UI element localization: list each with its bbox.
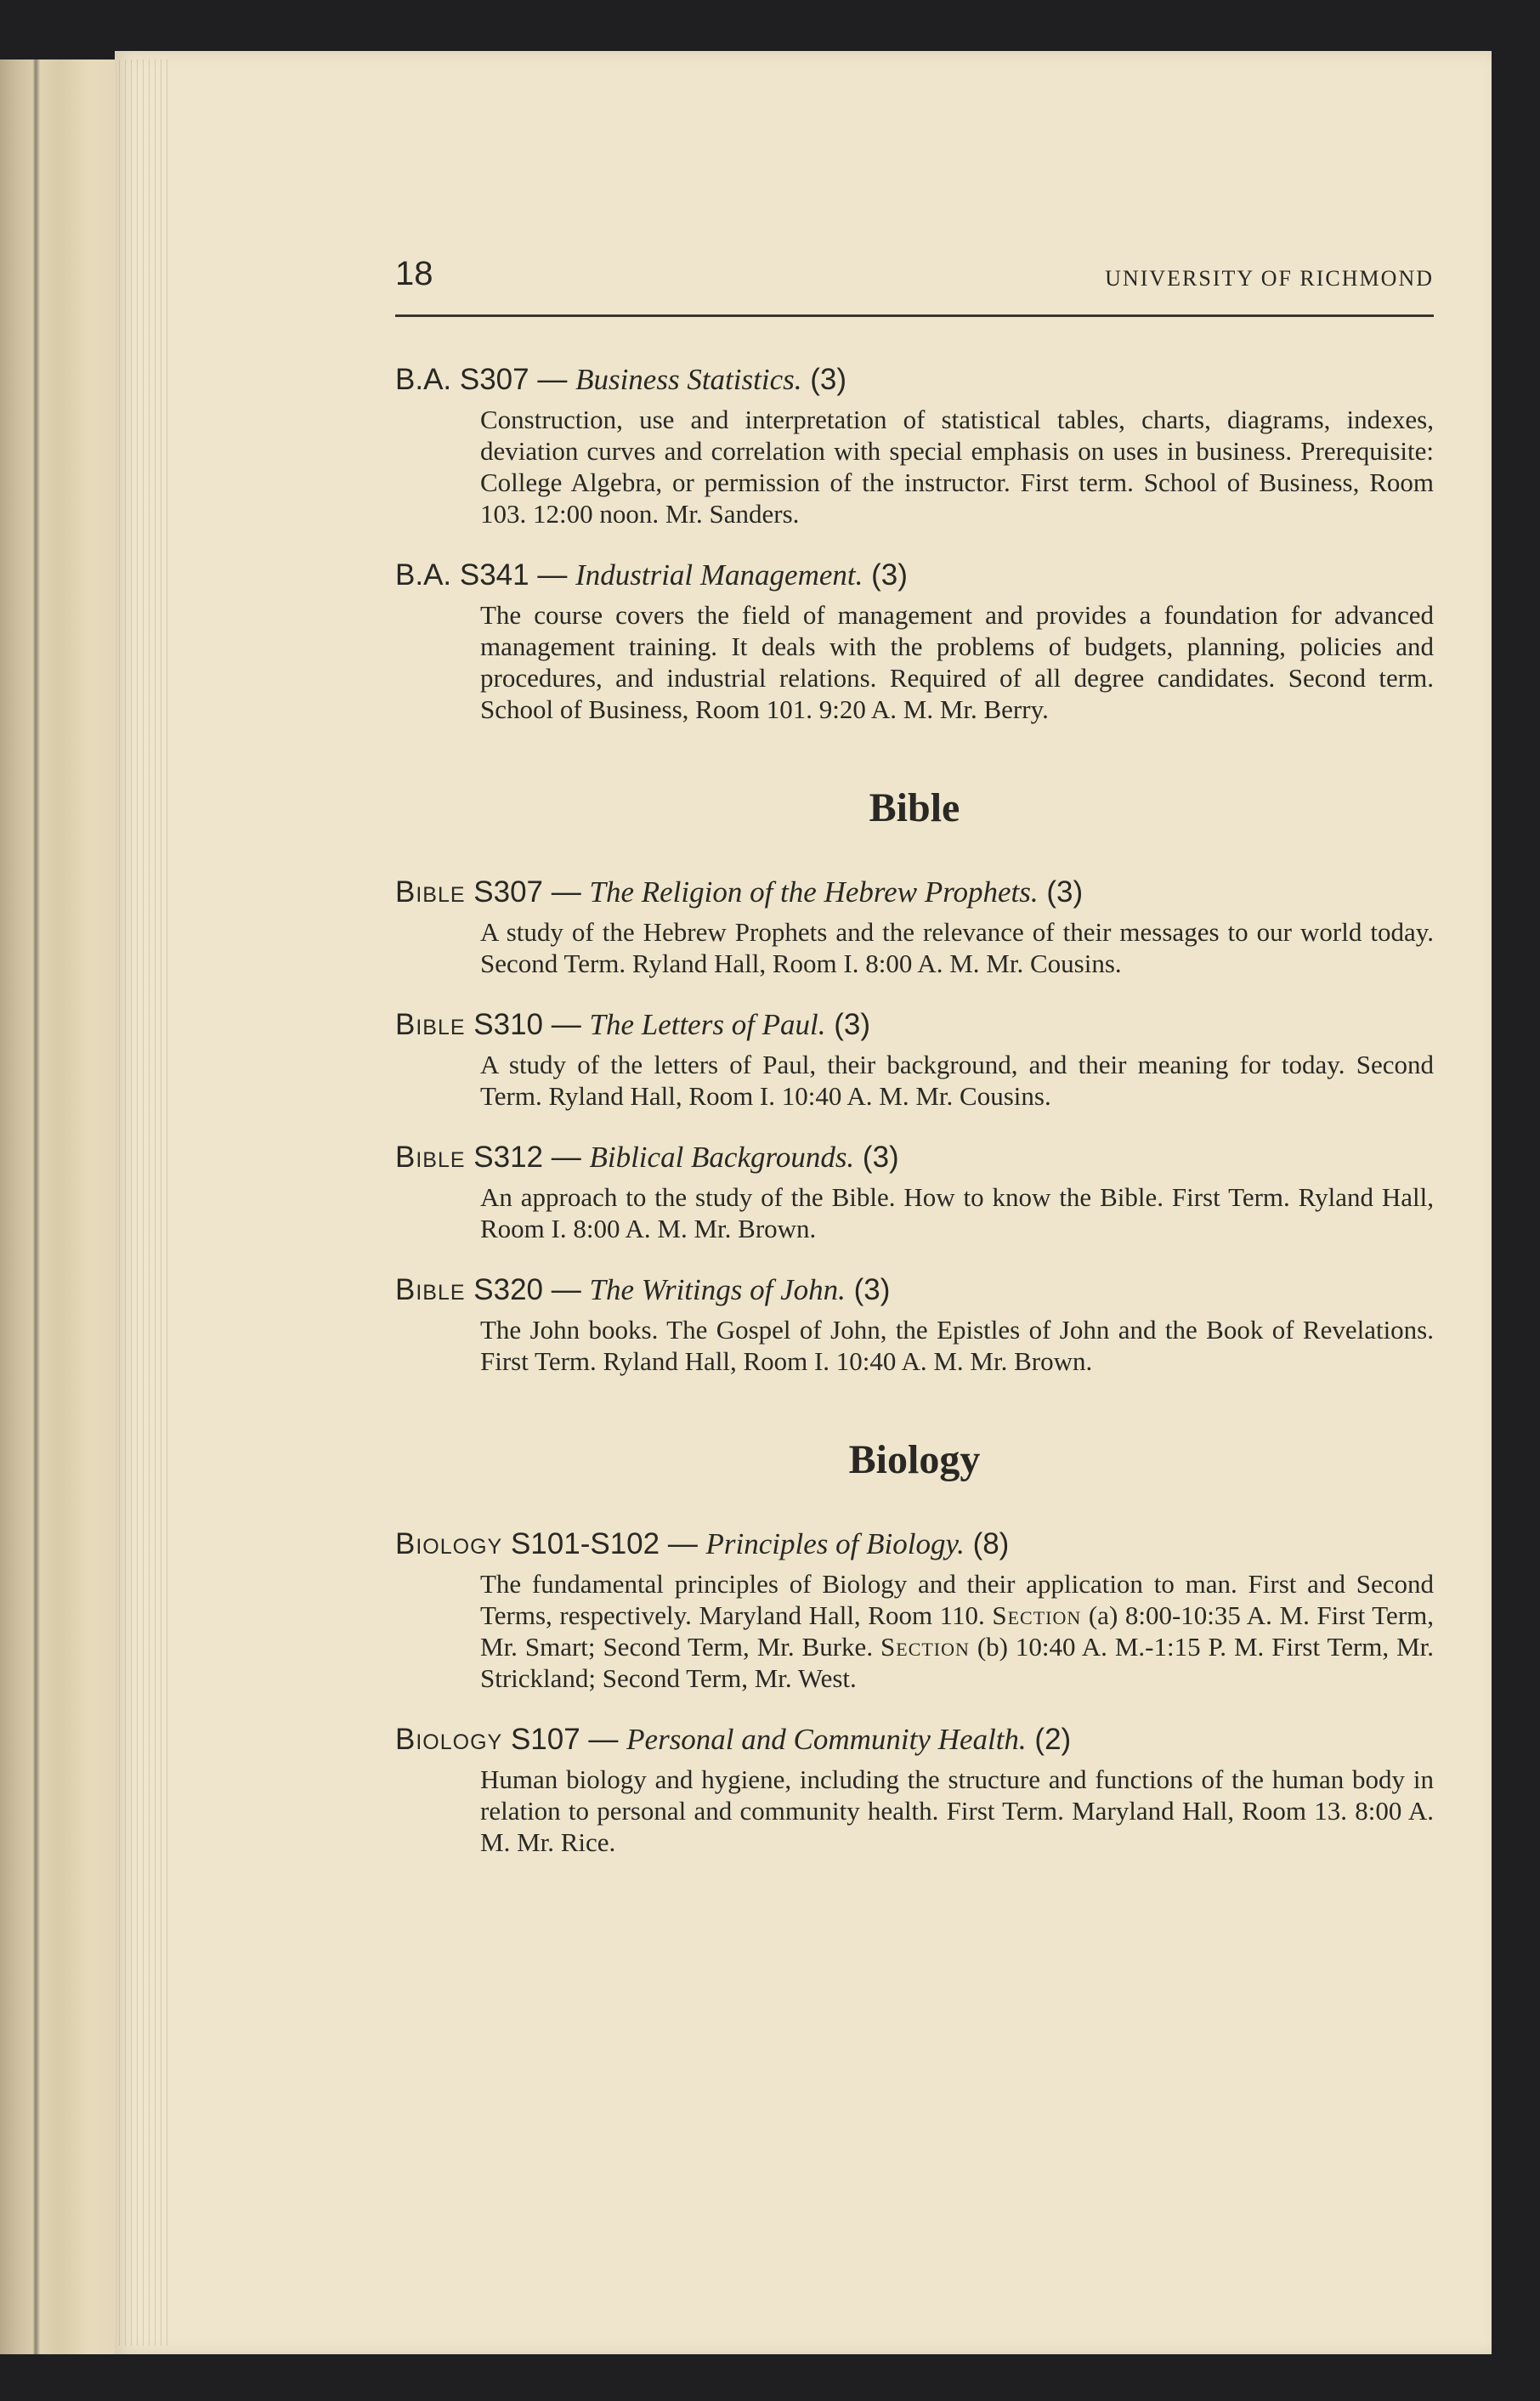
course-description: Construction, use and interpretation of statistical tables, charts, diagrams, indexes, deviation curves and correlation with special emphasis on uses in business. Prerequisite: College Algebra, or permission of the instructor. First term. School of Business, Room 103. 12:00 noon. Mr. Sanders. [480, 405, 1434, 529]
course-credits: (3) [1046, 875, 1084, 909]
running-head: UNIVERSITY OF RICHMOND [1105, 266, 1434, 291]
course-name: Biblical Backgrounds. [589, 1141, 855, 1174]
header-rule [395, 314, 1434, 317]
course-code: S101-S102 [510, 1527, 660, 1560]
course-credits: (2) [1034, 1723, 1072, 1756]
course-title: Bible S320 — The Writings of John. (3) [395, 1273, 891, 1306]
course-name: Principles of Biology. [705, 1527, 965, 1560]
course-dept: Bible [395, 1273, 466, 1306]
section-heading-biology: Biology [848, 1437, 981, 1482]
course-credits: (3) [834, 1008, 871, 1041]
course-code: S307 [459, 363, 529, 396]
course-entry-bible-s312 [395, 1139, 1434, 1244]
course-code: S341 [459, 558, 529, 592]
course-title: B.A. S307 — Business Statistics. (3) [395, 363, 846, 396]
course-title: Bible S312 — Biblical Backgrounds. (3) [395, 1141, 899, 1174]
course-name: The Letters of Paul. [589, 1008, 826, 1041]
course-dept: B.A. [395, 558, 452, 592]
course-description: A study of the Hebrew Prophets and the relevance of their messages to our world today. Second Term. Ryland Hall, Room I. 8:00 A. M. Mr. Cousins. [480, 917, 1434, 978]
course-name: The Religion of the Hebrew Prophets. [589, 875, 1039, 909]
course-entry-biology-s101-s102 [395, 1526, 1434, 1694]
course-entry-bible-s320 [395, 1271, 1434, 1377]
course-code: S320 [473, 1273, 544, 1306]
course-name: Business Statistics. [575, 363, 802, 396]
course-dept: Bible [395, 1141, 466, 1174]
page-edge-lines [119, 59, 170, 2346]
course-dept: Biology [395, 1527, 503, 1560]
course-name: Personal and Community Health. [626, 1723, 1027, 1756]
course-entry-ba-s307 [395, 361, 1434, 529]
running-header [395, 255, 1434, 306]
course-credits: (3) [871, 558, 908, 592]
course-description: The John books. The Gospel of John, the Epistles of John and the Book of Revelations. First Term. Ryland Hall, Room I. 10:40 A. M. Mr. Brown. [480, 1315, 1434, 1376]
section-label-a: Section [992, 1600, 1082, 1630]
page-number: 18 [395, 255, 433, 292]
course-title: Bible S307 — The Religion of the Hebrew Prophets. (3) [395, 875, 1084, 909]
course-code: S310 [473, 1008, 544, 1041]
course-description [480, 1568, 1434, 1694]
course-code: S307 [473, 875, 544, 909]
course-credits: (3) [853, 1273, 891, 1306]
course-dept: Bible [395, 875, 466, 909]
course-title: B.A. S341 — Industrial Management. (3) [395, 558, 908, 592]
course-code: S312 [473, 1141, 544, 1174]
course-entry-bible-s307 [395, 874, 1434, 979]
course-credits: (3) [862, 1141, 899, 1174]
course-description-intro: The fundamental principles of Biology and their application to man. First and Second Terms, respectively. Maryland Hall, Room 110. [480, 1569, 1434, 1630]
course-description: Human biology and hygiene, including the structure and functions of the human body in relation to personal and community health. First Term. Maryland Hall, Room 13. 8:00 A. M. Mr. Rice. [480, 1764, 1434, 1857]
section-a-detail: (a) 8:00-10:35 A. M. First Term, Mr. Smart; Second Term, Mr. Burke. [480, 1600, 1435, 1662]
section-b-detail: (b) 10:40 A. M.-1:15 P. M. First Term, Mr. Strickland; Second Term, Mr. West. [480, 1632, 1435, 1693]
section-heading-bible: Bible [869, 785, 960, 830]
course-credits: (3) [810, 363, 846, 396]
course-entry-biology-s107 [395, 1721, 1434, 1858]
course-code: S107 [510, 1723, 580, 1756]
course-entry-bible-s310 [395, 1006, 1434, 1112]
course-dept: Bible [395, 1008, 466, 1041]
course-name: The Writings of John. [589, 1273, 846, 1306]
course-name: Industrial Management. [575, 558, 863, 592]
course-description: The course covers the field of management and provides a foundation for advanced management training. It deals with the problems of budgets, planning, policies and procedures, and industrial relations. Required of all degree candidates. Second term. School of Business, Room 101. 9:20 A. M. Mr. Berry. [480, 600, 1434, 724]
course-dept: B.A. [395, 363, 452, 396]
course-title: Biology S101-S102 — Principles of Biology. (8) [395, 1527, 1010, 1560]
course-description: A study of the letters of Paul, their background, and their meaning for today. Second Term. Ryland Hall, Room I. 10:40 A. M. Mr. Cousins. [480, 1050, 1434, 1111]
course-dept: Biology [395, 1723, 503, 1756]
course-credits: (8) [972, 1527, 1010, 1560]
course-title: Biology S107 — Personal and Community Health. (2) [395, 1723, 1072, 1756]
course-description: An approach to the study of the Bible. How to know the Bible. First Term. Ryland Hall, Room I. 8:00 A. M. Mr. Brown. [480, 1182, 1434, 1243]
course-listing [395, 361, 1434, 1885]
course-title: Bible S310 — The Letters of Paul. (3) [395, 1008, 871, 1041]
course-entry-ba-s341 [395, 557, 1434, 725]
section-label-b: Section [880, 1632, 970, 1662]
